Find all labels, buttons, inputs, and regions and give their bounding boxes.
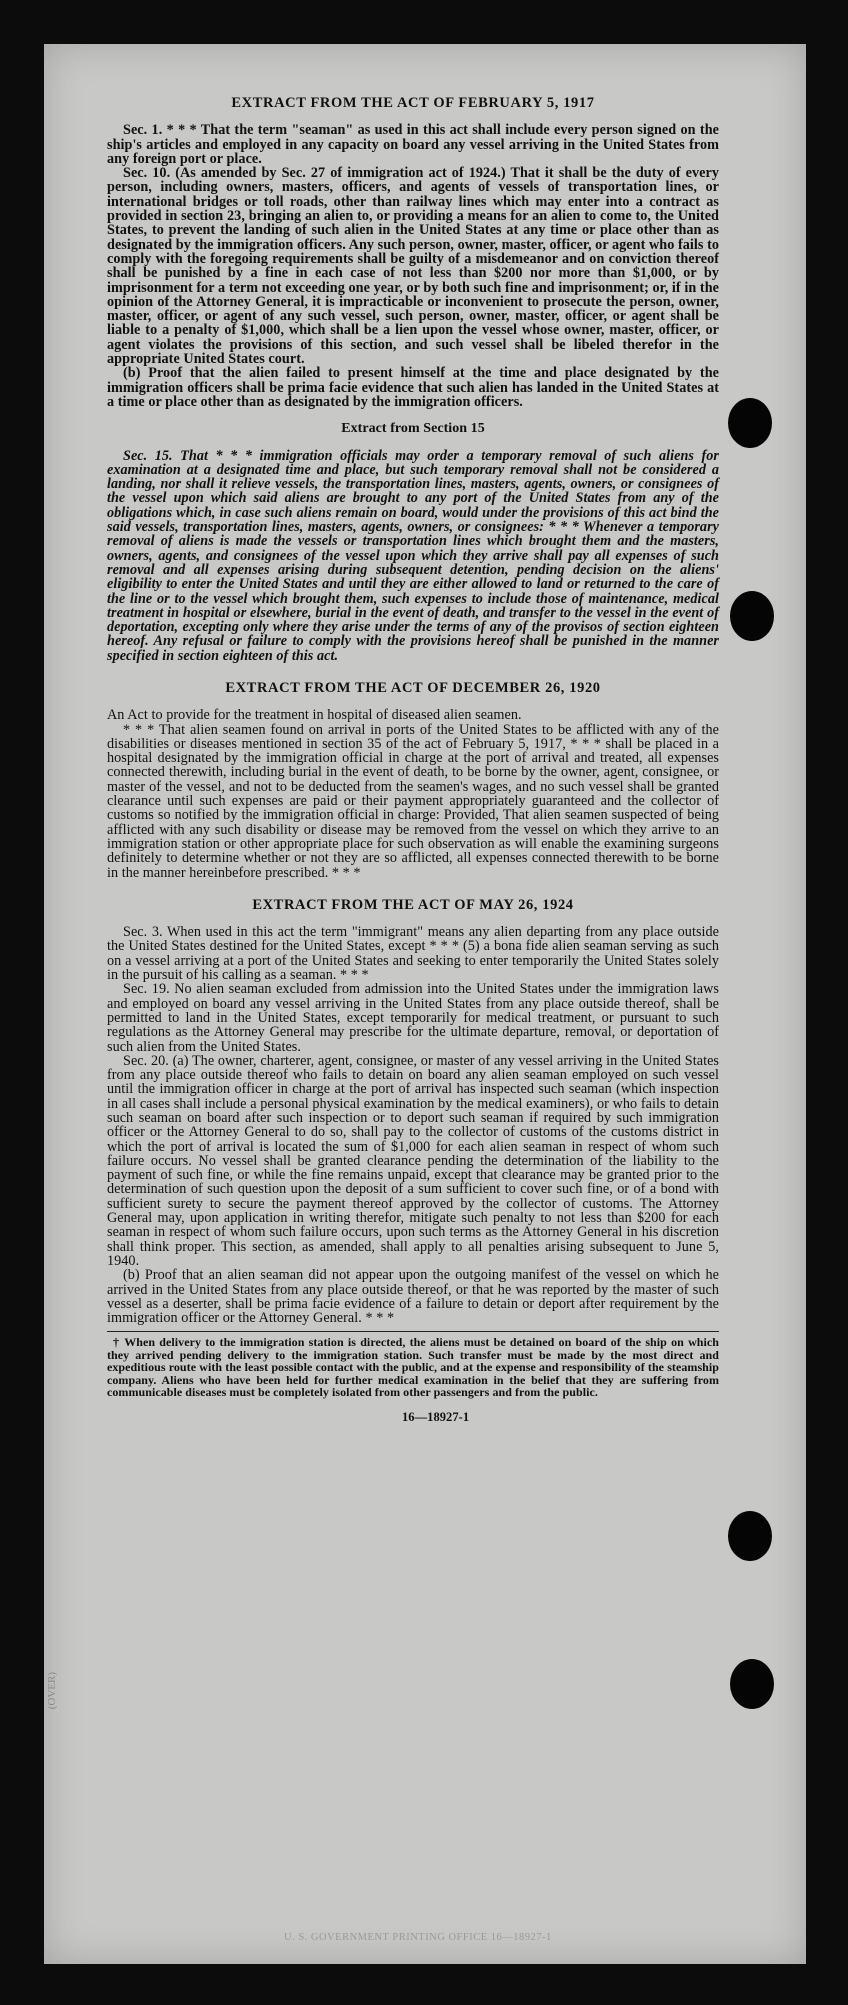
subheading-section-15: Extract from Section 15: [341, 421, 485, 437]
punch-hole: [730, 1659, 774, 1709]
faint-bottom-text: U. S. GOVERNMENT PRINTING OFFICE 16—18927-1: [284, 1932, 552, 1943]
footnote-text: † When delivery to the immigration station is directed, the aliens must be detained on board of the ship on which they arrived pending delivery to the immigration station. Such transfer must be made by the most direct and expeditious route with the least possible contact with the public, and at the expense and responsibility of the steamship company. Aliens who have been held for further medical examination in the belief that they are suffering from communicable diseases must be completely isolated from other passengers and from the public.: [107, 1335, 719, 1400]
section-act-1920: [107, 708, 719, 880]
form-code: 16—18927-1: [402, 1410, 470, 1425]
paragraph-seamen-hospital: * * * That alien seamen found on arrival in ports of the United States to be afflicted with any of the disabilities or diseases mentioned in section 35 of the act of February 5, 1917, * * * shall be placed in a hospital designated by the immigration official in charge at the port of arrival and treated, all expenses connected therewith, including burial in the event of death, to be borne by the owner, agent, consignee, or master of the vessel, and not to be deducted from the seamen's wages, and no such vessel shall be granted clearance until such expenses are paid or their payment appropriately guaranteed and the collector of customs so notified by the immigration official in charge: Provided, That alien seamen suspected of being afflicted with any such disability or disease may be removed from the vessel on which they arrive to an immigration station or other appropriate place for such observation as will enable the examining surgeons definitely to determine whether or not they are so afflicted, all expenses connected therewith to be borne in the manner hereinbefore prescribed. * * *: [107, 721, 719, 881]
paragraph-sec-20-a: Sec. 20. (a) The owner, charterer, agent, consignee, or master of any vessel arriving in the United States from any place outside thereof who fails to detain on board any alien seaman employed on such vessel until the immigration officer in charge at the port of arrival has inspected such seaman (which inspection in all cases shall include a personal physical examination by the medical examiners), or who fails to detain such seaman on board after such inspection or to deport such seaman if required by such immigration officer or the Attorney General to do so, shall pay to the collector of customs of the customs district in which the port of arrival is located the sum of $1,000 for each alien seaman in respect of whom such failure occurs. No vessel shall be granted clearance pending the determination of the liability to the payment of such fine, or while the fine remains unpaid, except that clearance may be granted prior to the determination of such question upon the deposit of a sum sufficient to cover such fine, or of a bond with sufficient surety to secure the payment thereof approved by the collector of customs. The Attorney General may, upon application in writing therefor, mitigate such penalty to not less than $200 for each seaman in respect of whom such failure occurs, upon such terms as the Attorney General in his discretion shall think proper. This section, as amended, shall apply to all penalties arising subsequent to June 5, 1940.: [107, 1052, 719, 1269]
punch-hole: [728, 398, 772, 448]
heading-act-1920: EXTRACT FROM THE ACT OF DECEMBER 26, 1920: [225, 679, 601, 696]
paragraph-sec-19: Sec. 19. No alien seaman excluded from admission into the United States under the immigration laws and employed on board any vessel arriving in the United States from any place outside thereof, shall be permitted to land in the United States, except temporarily for medical treatment, or pursuant to such regulations as the Attorney General may prescribe for the ultimate departure, removal, or deportation of such alien from the United States.: [107, 981, 719, 1055]
document-body: [107, 88, 719, 1425]
paragraph-sec-3: Sec. 3. When used in this act the term "immigrant" means any alien departing from any place outside the United States destined for the United States, except * * * (5) a bona fide alien seaman serving as such on a vessel arriving at a port of the United States and seeking to enter temporarily the United States solely in the pursuit of his calling as a seaman. * * *: [107, 924, 719, 984]
paragraph-sec-10: Sec. 10. (As amended by Sec. 27 of immigration act of 1924.) That it shall be the duty of every person, including owners, masters, officers, and agents of vessels of transportation lines, or international bridges or toll roads, other than railway lines which may enter into a contract as provided in section 23, bringing an alien to, or providing a means for an alien to come to, the United States, to prevent the landing of such alien in the United States at any time or place other than as designated by the immigration officers. Any such person, owner, master, officer, or agent who fails to comply with the foregoing requirements shall be guilty of a misdemeanor and on conviction thereof shall be punished by a fine in each case of not less than $200 nor more than $1,000, or by imprisonment for a term not exceeding one year, or by both such fine and imprisonment; or, if in the opinion of the Attorney General, it is impracticable or inconvenient to prosecute the person, owner, master, officer, or agent of any such vessel, such person, owner, master, officer, or agent shall be liable to a penalty of $1,000, which shall be a lien upon the vessel whose owner, master, officer, or agent violates the provisions of this section, and such vessel shall be libeled therefor in the appropriate United States court.: [107, 165, 719, 368]
section-15: [107, 449, 719, 663]
faint-side-text: (OVER): [46, 1672, 58, 1710]
paragraph-sec-10-b: (b) Proof that the alien failed to present himself at the time and place designated by the immigration officers shall be prima facie evidence that such alien has landed in the United States at a time or place other than as designated by the immigration officers.: [107, 365, 719, 410]
paragraph-sec-1: Sec. 1. * * * That the term "seaman" as used in this act shall include every person signed on the ship's articles and employed in any capacity on board any vessel arriving in the United States from any foreign port or place.: [107, 122, 719, 167]
paragraph-sec-15: Sec. 15. That * * * immigration officials may order a temporary removal of such aliens for examination at a designated time and place, but such temporary removal shall not be considered a landing, nor shall it relieve vessels, the transportation lines, masters, agents, owners, or consignees of the vessel upon which said aliens are brought to any port of the United States from any of the obligations which, in case such aliens remain on board, would under the provisions of this act bind the said vessels, transportation lines, masters, agents, owners, or consignees: * * * Whenever a temporary removal of aliens is made the vessels or transportation lines which brought them and the masters, owners, agents, and consignees of the vessel upon which they arrive shall pay all expenses of such removal and all expenses arising during subsequent detention, pending decision on the aliens' eligibility to enter the United States and until they are either allowed to land or returned to the care of the line or to the vessel which brought them, such expenses to include those of maintenance, medical treatment in hospital or elsewhere, burial in the event of death, and transfer to the vessel in the event of deportation, excepting only where they arise under the terms of any of the provisos of section eighteen hereof. Any refusal or failure to comply with the provisions hereof shall be punished in the manner specified in section eighteen of this act.: [107, 447, 719, 664]
footnote: [107, 1336, 719, 1398]
heading-act-1917: EXTRACT FROM THE ACT OF FEBRUARY 5, 1917: [231, 95, 595, 111]
heading-act-1924: EXTRACT FROM THE ACT OF MAY 26, 1924: [252, 896, 574, 913]
punch-hole: [728, 1511, 772, 1561]
section-act-1917: [107, 123, 719, 409]
paragraph-act-title: An Act to provide for the treatment in hospital of diseased alien seamen.: [107, 707, 522, 724]
section-act-1924: [107, 925, 719, 1325]
footnote-divider: [107, 1331, 719, 1332]
punch-hole: [730, 591, 774, 641]
paragraph-sec-20-b: (b) Proof that an alien seaman did not appear upon the outgoing manifest of the vessel on which he arrived in the United States from any place outside thereof, or that he was reported by the master of such vessel as a deserter, shall be prima facie evidence of a failure to detain or deport after requirement by the immigration officer or the Attorney General. * * *: [107, 1267, 719, 1327]
